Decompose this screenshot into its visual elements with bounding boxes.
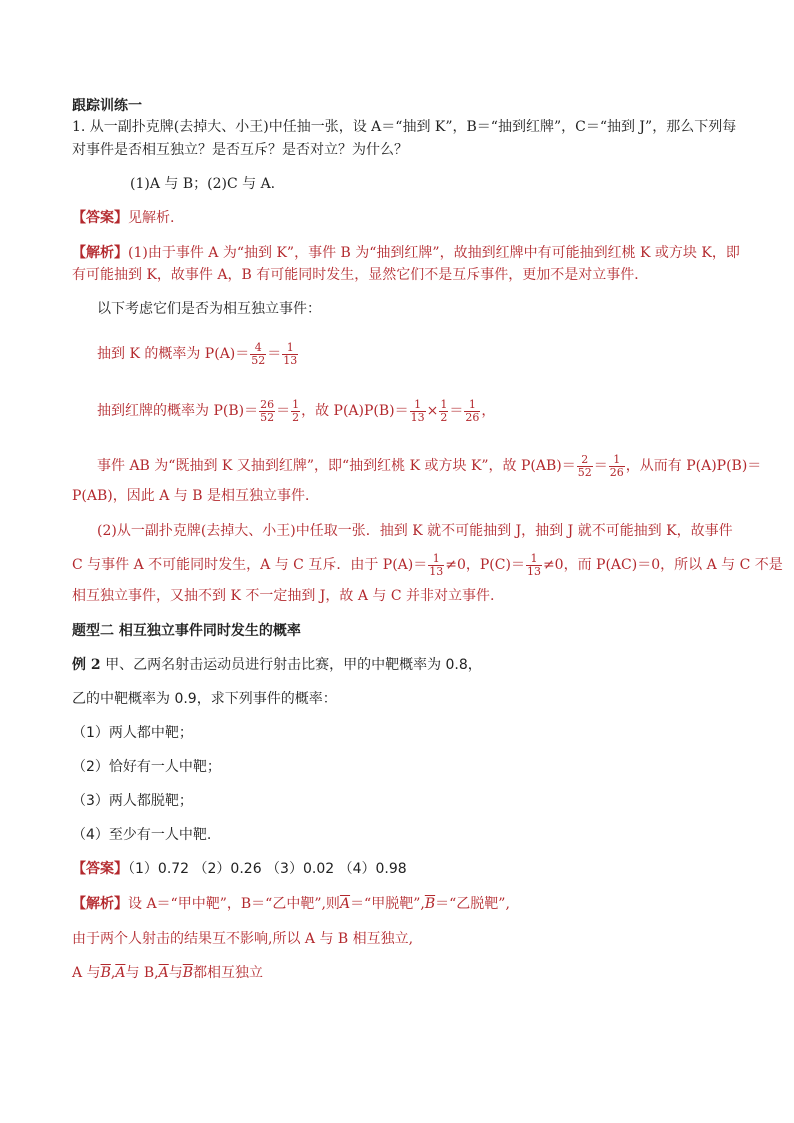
analysis-1-line-9 (72, 550, 783, 580)
answer-text: 见解析. (128, 210, 175, 226)
denominator: 52 (577, 465, 592, 479)
formula-text: 抽到红牌的概率为 P(B)＝ (97, 403, 259, 419)
denominator: 26 (609, 465, 624, 479)
example-2-item-1: （1）两人都中靶； (72, 725, 193, 741)
a-bar: $\overline{A}$ (115, 965, 126, 981)
fraction-1-26 (609, 454, 625, 479)
denominator: 52 (251, 353, 266, 367)
answer-text: （1）0.72 （2）0.26 （3）0.02 （4）0.98 (128, 861, 407, 877)
analysis-tag: 【解析】 (72, 245, 128, 261)
analysis-text: 设 A＝“甲中靶”，B＝“乙中靶”,则 (128, 896, 340, 912)
b-bar: $\overline{B}$ (100, 965, 111, 981)
analysis-text: , (110, 965, 116, 981)
fraction-1-2 (439, 399, 448, 424)
numerator: 1 (440, 397, 448, 411)
prob-k-formula: 抽到 K 的概率为 P(A)＝ $\frac{4}{52}$ ＝ $\frac{1}{13}$ (97, 340, 298, 367)
numerator: 4 (250, 342, 266, 355)
analysis-text: (1)由于事件 A 为“抽到 K”，事件 B 为“抽到红牌”，故抽到红牌中有可能抽到红桃 K 或方块 K，即 (128, 245, 740, 261)
analysis-text: ＝“乙脱靶”, (435, 896, 510, 912)
a-bar: $\overline{A}$ (158, 965, 169, 981)
numerator: 1 (526, 553, 542, 566)
answer-tag: 【答案】 (72, 861, 128, 877)
fraction-1-26 (464, 399, 480, 424)
denominator: 2 (292, 410, 300, 424)
section-heading-tracking-practice: 跟踪训练一 (72, 98, 142, 114)
analysis-1-line-3: 以下考虑它们是否为相互独立事件： (97, 301, 321, 317)
example-2-item-4: （4）至少有一人中靶. (72, 827, 212, 843)
example-2-line-1 (72, 655, 482, 675)
question-1-line-2: 对事件是否相互独立？是否互斥？是否对立？为什么？ (72, 142, 408, 158)
analysis-2-line-2: 由于两个人射击的结果互不影响,所以 A 与 B 相互独立, (72, 931, 414, 947)
denominator: 13 (526, 564, 541, 578)
numerator: 2 (577, 454, 593, 467)
b-bar: $\overline{B}$ (182, 965, 194, 981)
fraction-1-13 (410, 399, 426, 424)
denominator: 2 (440, 410, 448, 424)
b-bar: $\overline{B}$ (424, 896, 436, 912)
formula-text: ，故 P(A)P(B)＝ (301, 403, 409, 419)
analysis-1-line-7: P(AB)，因此 A 与 B 是相互独立事件． (72, 488, 319, 504)
formula-text: ≠0，而 P(AC)＝0，所以 A 与 C 不是 (542, 557, 783, 573)
question-1-line-1: 1. 从一副扑克牌(去掉大、小王)中任抽一张，设 A＝“抽到 K”，B＝“抽到红牌”，C＝“抽到 J”，那么下列每 (72, 119, 737, 135)
analysis-text: 都相互独立 (193, 965, 264, 981)
example-text: 甲、乙两名射击运动员进行射击比赛，甲的中靶概率为 0.8， (105, 657, 482, 673)
section-heading-type-2: 题型二 相互独立事件同时发生的概率 (72, 623, 301, 639)
fraction-4-52 (250, 342, 266, 367)
answer-1 (72, 208, 174, 228)
denominator: 13 (429, 564, 444, 578)
analysis-1-line-1 (72, 243, 740, 263)
formula-text: ≠0，P(C)＝ (445, 557, 525, 573)
question-1-subparts: (1)A 与 B；(2)C 与 A. (130, 176, 276, 192)
prob-ab-formula: 事件 AB 为“既抽到 K 又抽到红牌”，即“抽到红桃 K 或方块 K”，故 P(AB)＝ $\frac{2}{52}$ ＝ $\frac{1}{26}$ ，从而有 P(A)P(B)＝ (97, 452, 762, 479)
denominator: 26 (465, 410, 480, 424)
analysis-1-line-10: 相互独立事件，又抽不到 K 不一定抽到 J，故 A 与 C 并非对立事件. (72, 588, 495, 604)
analysis-text: 与 B, (125, 965, 159, 981)
denominator: 13 (283, 353, 298, 367)
fraction-1-13 (526, 553, 542, 578)
numerator: 1 (282, 342, 298, 355)
fraction-1-13 (428, 553, 444, 578)
denominator: 52 (260, 410, 275, 424)
analysis-2-line-3 (72, 963, 263, 983)
numerator: 1 (464, 399, 480, 412)
formula-text: 事件 AB 为“既抽到 K 又抽到红牌”，即“抽到红桃 K 或方块 K”，故 P(AB)＝ (97, 458, 576, 474)
denominator: 13 (410, 410, 425, 424)
analysis-text: ＝“甲脱靶”, (350, 896, 425, 912)
formula-text: C 与事件 A 不可能同时发生，A 与 C 互斥．由于 P(A)＝ (72, 557, 428, 573)
example-2-item-2: （2）恰好有一人中靶； (72, 759, 221, 775)
numerator: 1 (428, 553, 444, 566)
numerator: 1 (292, 397, 300, 411)
analysis-text: 与 (168, 965, 183, 981)
example-2-item-3: （3）两人都脱靶； (72, 793, 193, 809)
formula-text: ，从而有 P(A)P(B)＝ (625, 458, 762, 474)
example-2-line-2: 乙的中靶概率为 0.9，求下列事件的概率： (72, 691, 337, 707)
analysis-1-line-2: 有可能抽到 K，故事件 A，B 有可能同时发生，显然它们不是互斥事件，更加不是对立事件． (72, 267, 649, 283)
fraction-1-13 (282, 342, 298, 367)
analysis-1-line-8: (2)从一副扑克牌(去掉大、小王)中任取一张．抽到 K 就不可能抽到 J，抽到 J 就不可能抽到 K，故事件 (97, 523, 733, 539)
fraction-26-52 (259, 399, 275, 424)
analysis-2-line-1 (72, 894, 510, 914)
numerator: 26 (260, 397, 275, 411)
numerator: 1 (609, 454, 625, 467)
example-tag: 例 2 (72, 657, 101, 673)
numerator: 1 (410, 399, 426, 412)
answer-2 (72, 859, 407, 879)
answer-tag: 【答案】 (72, 210, 128, 226)
formula-text: 抽到 K 的概率为 P(A)＝ (97, 346, 250, 362)
fraction-2-52 (577, 454, 593, 479)
analysis-text: A 与 (72, 965, 101, 981)
fraction-1-2 (291, 399, 300, 424)
analysis-tag: 【解析】 (72, 896, 128, 912)
prob-red-formula: 抽到红牌的概率为 P(B)＝ $\frac{26}{52}$ ＝ $\frac{1}{2}$ ，故 P(A)P(B)＝ $\frac{1}{13}$ × $\frac{1}{2}$ ＝ $\frac{1}{26}$ ， (97, 397, 496, 424)
a-bar: $\overline{A}$ (339, 896, 351, 912)
